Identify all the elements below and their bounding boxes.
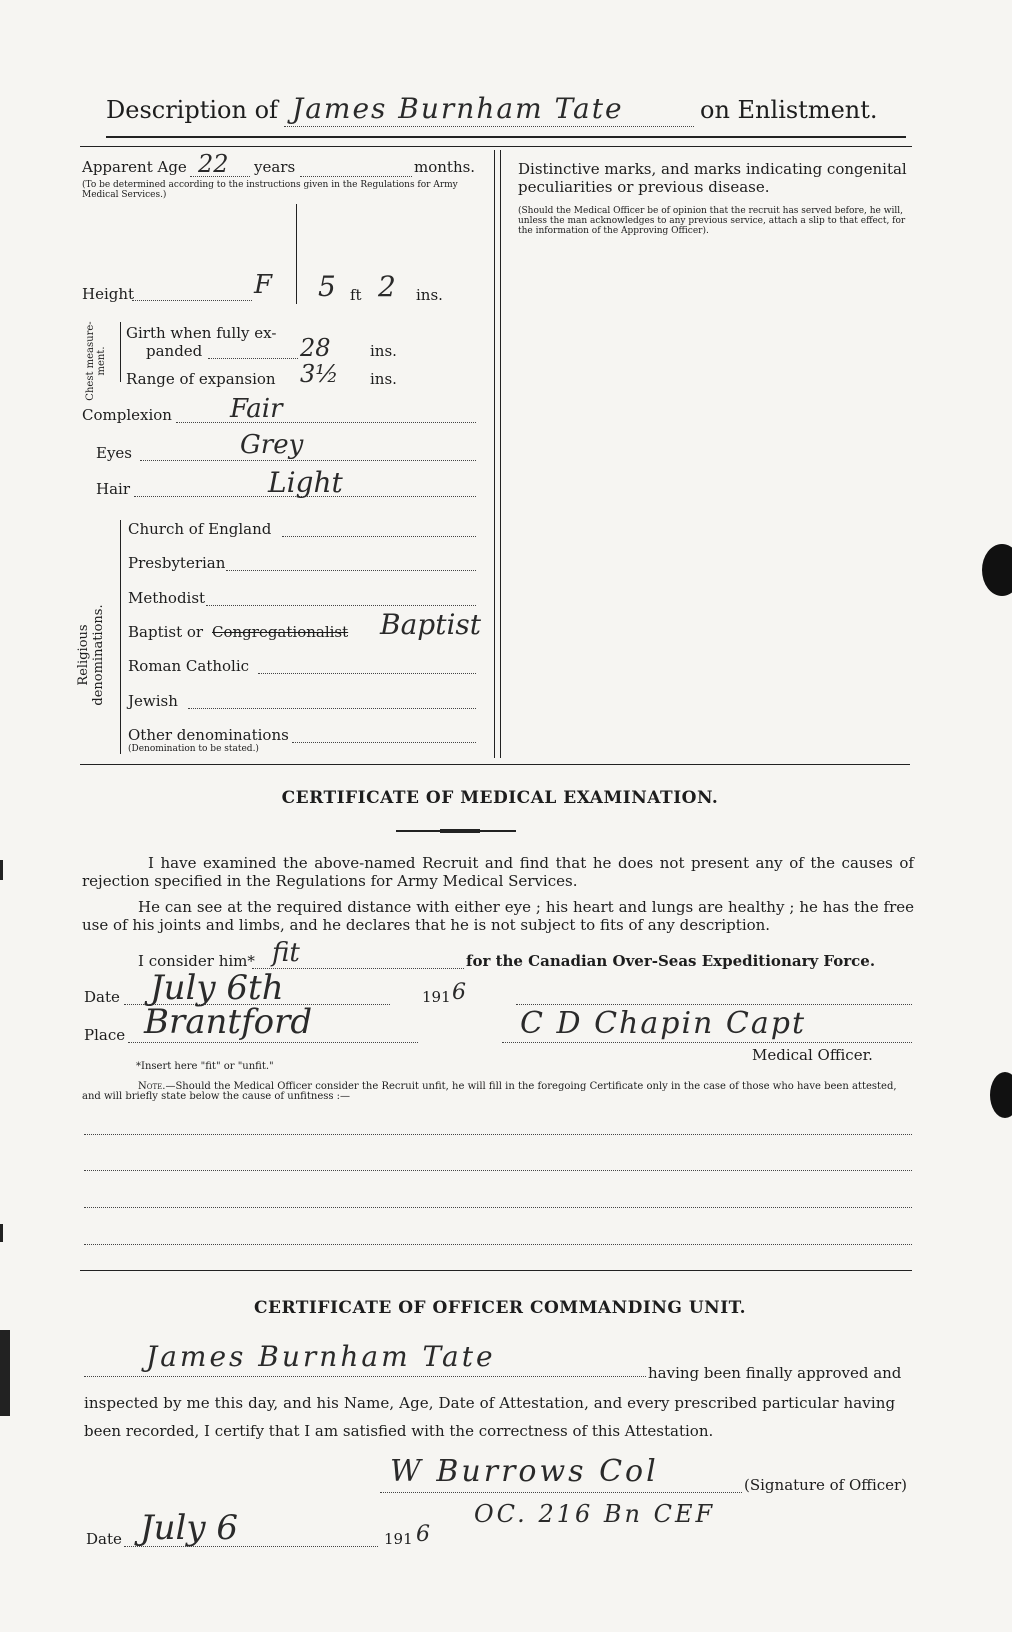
force-label: for the Canadian Over-Seas Expeditionary Force. — [466, 952, 876, 970]
religion-side-label: Religious denominations. — [76, 604, 106, 706]
left-column-divider — [296, 204, 297, 304]
age-dots — [190, 176, 250, 177]
header-rule-thin — [80, 146, 912, 147]
commanding-year-value: 6 — [416, 1522, 430, 1547]
edge-tick-left-2 — [0, 1224, 3, 1242]
girth-dots — [208, 358, 298, 359]
rel-dots-1 — [226, 570, 476, 571]
commanding-year-label: 191 — [384, 1530, 413, 1548]
complexion-value: Fair — [230, 394, 283, 424]
form-title-suffix: on Enlistment. — [700, 96, 878, 124]
note-text: —Should the Medical Officer consider the Recruit unfit, he will fill in the foregoing Certificate only in the case of those who have been attested, and will briefly state below the cause of unfitness :— — [82, 1081, 897, 1102]
commanding-para-1: having been finally approved and — [648, 1364, 902, 1382]
commanding-date-label: Date — [86, 1530, 122, 1548]
note-prefix: Note. — [138, 1081, 166, 1092]
unfit-line-4 — [84, 1244, 912, 1245]
recruit-name-handwritten: James Burnham Tate — [292, 92, 624, 125]
medical-para-1: I have examined the above-named Recruit and find that he does not present any of the causes of rejection specified in the Regulations for Army Medical Services. — [82, 854, 914, 890]
eyes-value: Grey — [240, 430, 304, 460]
religion-congregationalist-struck: Congregationalist — [212, 623, 349, 641]
fitness-value: fit — [272, 938, 300, 968]
punch-hole-right-upper — [982, 544, 1012, 596]
religion-bracket — [120, 520, 121, 754]
unfit-line-1 — [84, 1134, 912, 1135]
header-rule — [106, 136, 906, 138]
distinctive-marks-heading: Distinctive marks, and marks indicating congenital peculiarities or previous disease. — [518, 160, 907, 196]
religion-roman-catholic: Roman Catholic — [128, 657, 250, 675]
religion-baptist: Baptist or — [128, 623, 204, 641]
name-dotted-line — [284, 126, 694, 127]
column-divider-2 — [500, 150, 501, 758]
religion-presbyterian: Presbyterian — [128, 554, 226, 572]
chest-bracket — [120, 322, 121, 382]
months-label: months. — [414, 158, 476, 176]
hair-label: Hair — [96, 480, 130, 498]
height-inches-value: 2 — [378, 270, 396, 303]
medical-officer-label: Medical Officer. — [752, 1046, 873, 1064]
commanding-sig-dots — [380, 1492, 742, 1493]
height-mark: F — [254, 270, 273, 300]
medical-date-label: Date — [84, 988, 120, 1006]
medical-year-label: 191 — [422, 988, 451, 1006]
unfit-line-3 — [84, 1207, 912, 1208]
signature-of-officer-label: (Signature of Officer) — [744, 1476, 908, 1494]
height-dots — [132, 300, 252, 301]
punch-hole-right-lower — [990, 1072, 1012, 1118]
range-ins-label: ins. — [370, 370, 397, 388]
ins-label: ins. — [416, 286, 443, 304]
chest-side-label: Chest measure-ment. — [85, 321, 107, 401]
religion-methodist: Methodist — [128, 589, 206, 607]
place-dots — [128, 1042, 418, 1043]
commanding-certificate-heading: CERTIFICATE OF OFFICER COMMANDING UNIT. — [253, 1298, 747, 1318]
age-value: 22 — [198, 150, 229, 178]
girth-label-2: panded — [146, 342, 203, 360]
rel-dots-5 — [188, 708, 476, 709]
consider-label: I consider him* — [138, 952, 255, 970]
eyes-dots — [140, 460, 476, 461]
commanding-para-2: inspected by me this day, and his Name, Age, Date of Attestation, and every prescribed particular having — [84, 1394, 896, 1412]
commanding-unit: OC. 216 Bn CEF — [474, 1500, 716, 1528]
girth-ins-label: ins. — [370, 342, 397, 360]
rel-dots-0 — [282, 536, 476, 537]
commanding-recruit-name: James Burnham Tate — [146, 1340, 496, 1373]
complexion-label: Complexion — [82, 406, 172, 424]
edge-mark-left — [0, 1330, 10, 1416]
months-dots — [300, 176, 412, 177]
commanding-date-value: July 6 — [140, 1508, 239, 1548]
apparent-age-label: Apparent Age — [82, 158, 187, 176]
rel-dots-2 — [206, 605, 476, 606]
unfit-line-2 — [84, 1170, 912, 1171]
girth-value: 28 — [300, 334, 331, 362]
medical-sig-dots-2 — [502, 1042, 912, 1043]
height-feet-value: 5 — [318, 270, 336, 303]
distinctive-marks-note: (Should the Medical Officer be of opinion that the recruit has served before, he will, unless the man acknowledges to any previous service, attach a slip to that effect, for the information of the Approving Officer). — [518, 206, 906, 236]
ft-label: ft — [350, 286, 362, 304]
complexion-dots — [176, 422, 476, 423]
range-value: 3½ — [300, 360, 339, 388]
rel-dots-4 — [258, 673, 476, 674]
column-divider — [494, 150, 495, 758]
height-label: Height — [82, 285, 135, 303]
medical-unfit-note — [82, 1082, 914, 1102]
religion-other: Other denominations — [128, 726, 289, 744]
commanding-divider — [80, 1270, 912, 1271]
girth-label-1: Girth when fully ex- — [126, 324, 277, 342]
range-label: Range of expansion — [126, 370, 276, 388]
medical-heading-ornament-bold — [440, 829, 480, 833]
edge-tick-left-1 — [0, 860, 3, 880]
medical-date-value: July 6th — [150, 968, 284, 1008]
place-value: Brantford — [144, 1002, 313, 1042]
commanding-name-dots — [84, 1376, 646, 1377]
hair-value: Light — [268, 466, 343, 499]
commanding-para-3: been recorded, I certify that I am satisfied with the correctness of this Attestation. — [84, 1422, 714, 1440]
medical-officer-signature: C D Chapin Capt — [520, 1006, 806, 1041]
place-label: Place — [84, 1026, 126, 1044]
medical-sig-dots-1 — [516, 1004, 912, 1005]
religion-jewish: Jewish — [128, 692, 178, 710]
age-note: (To be determined according to the instructions given in the Regulations for Army Medical Services.) — [82, 180, 458, 200]
years-label: years — [254, 158, 296, 176]
form-title-prefix: Description of — [106, 96, 278, 124]
medical-certificate-heading: CERTIFICATE OF MEDICAL EXAMINATION. — [281, 788, 719, 808]
other-denomination-note: (Denomination to be stated.) — [128, 744, 259, 754]
insert-note: *Insert here "fit" or "unfit." — [136, 1061, 274, 1072]
religion-value: Baptist — [380, 608, 482, 641]
rel-dots-6 — [292, 742, 476, 743]
medical-para-2: He can see at the required distance with either eye ; his heart and lungs are healthy ; he has the free use of his joints and limbs, and he declares that he is not subject to fits of any description. — [82, 898, 914, 934]
section-divider — [80, 764, 910, 765]
commanding-officer-signature: W Burrows Col — [390, 1454, 659, 1489]
religion-church-of-england: Church of England — [128, 520, 272, 538]
eyes-label: Eyes — [96, 444, 132, 462]
medical-year-value: 6 — [452, 980, 466, 1005]
